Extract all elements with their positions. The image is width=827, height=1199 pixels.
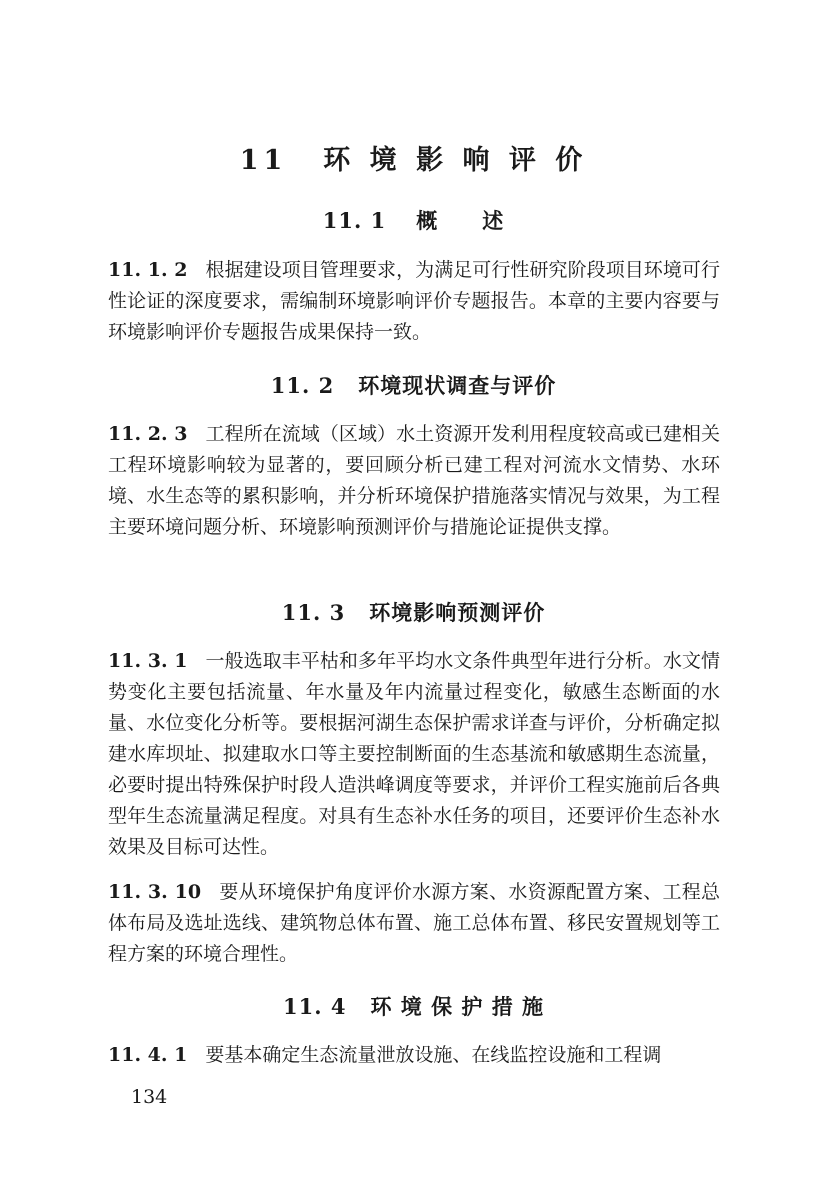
section-number: 11. 3 [281, 600, 346, 625]
clause-paragraph [108, 419, 720, 543]
section-heading [0, 597, 827, 627]
section-title: 环境影响预测评价 [369, 601, 546, 625]
clause-paragraph [108, 877, 720, 970]
section-title: 概 述 [416, 209, 505, 233]
chapter-number: 11 [239, 145, 288, 176]
section-number: 11. 4 [282, 994, 347, 1019]
section-heading [0, 205, 827, 235]
clause-paragraph [108, 1040, 720, 1071]
page-number: 134 [131, 1086, 168, 1108]
section-title: 环境现状调查与评价 [358, 374, 557, 398]
clause-number: 11. 3. 10 [108, 881, 202, 903]
clause-text: 一般选取丰平枯和多年平均水文条件典型年进行分析。水文情势变化主要包括流量、年水量及年内流量过程变化，敏感生态断面的水量、水位变化分析等。要根据河湖生态保护需求详查与评价，分析确定拟建水库坝址、拟建取水口等主要控制断面的生态基流和敏感期生态流量，必要时提出特殊保护时段人造洪峰调度等要求，并评价工程实施前后各典型年生态流量满足程度。对具有生态补水任务的项目，还要评价生态补水效果及目标可达性。 [108, 650, 720, 858]
clause-text: 要从环境保护角度评价水源方案、水资源配置方案、工程总体布局及选址选线、建筑物总体布置、施工总体布置、移民安置规划等工程方案的环境合理性。 [108, 881, 720, 965]
clause-number: 11. 2. 3 [108, 423, 188, 445]
clause-number: 11. 4. 1 [108, 1044, 188, 1066]
clause-text: 工程所在流域（区域）水土资源开发利用程度较高或已建相关工程环境影响较为显著的，要回顾分析已建工程对河流水文情势、水环境、水生态等的累积影响，并分析环境保护措施落实情况与效果，为工程主要环境问题分析、环境影响预测评价与措施论证提供支撑。 [108, 423, 720, 538]
clause-number: 11. 1. 2 [108, 259, 188, 281]
clause-text: 要基本确定生态流量泄放设施、在线监控设施和工程调 [205, 1044, 662, 1066]
section-number: 11. 1 [322, 208, 387, 233]
section-number: 11. 2 [270, 373, 335, 398]
section-heading [0, 991, 827, 1021]
chapter-title [0, 138, 827, 177]
clause-paragraph [108, 255, 720, 348]
section-heading [0, 370, 827, 400]
section-title: 环 境 保 护 措 施 [370, 995, 545, 1019]
clause-text: 根据建设项目管理要求，为满足可行性研究阶段项目环境可行性论证的深度要求，需编制环境影响评价专题报告。本章的主要内容要与环境影响评价专题报告成果保持一致。 [108, 259, 720, 343]
chapter-title-text: 环 境 影 响 评 价 [323, 145, 588, 176]
clause-number: 11. 3. 1 [108, 650, 188, 672]
clause-paragraph [108, 646, 720, 863]
